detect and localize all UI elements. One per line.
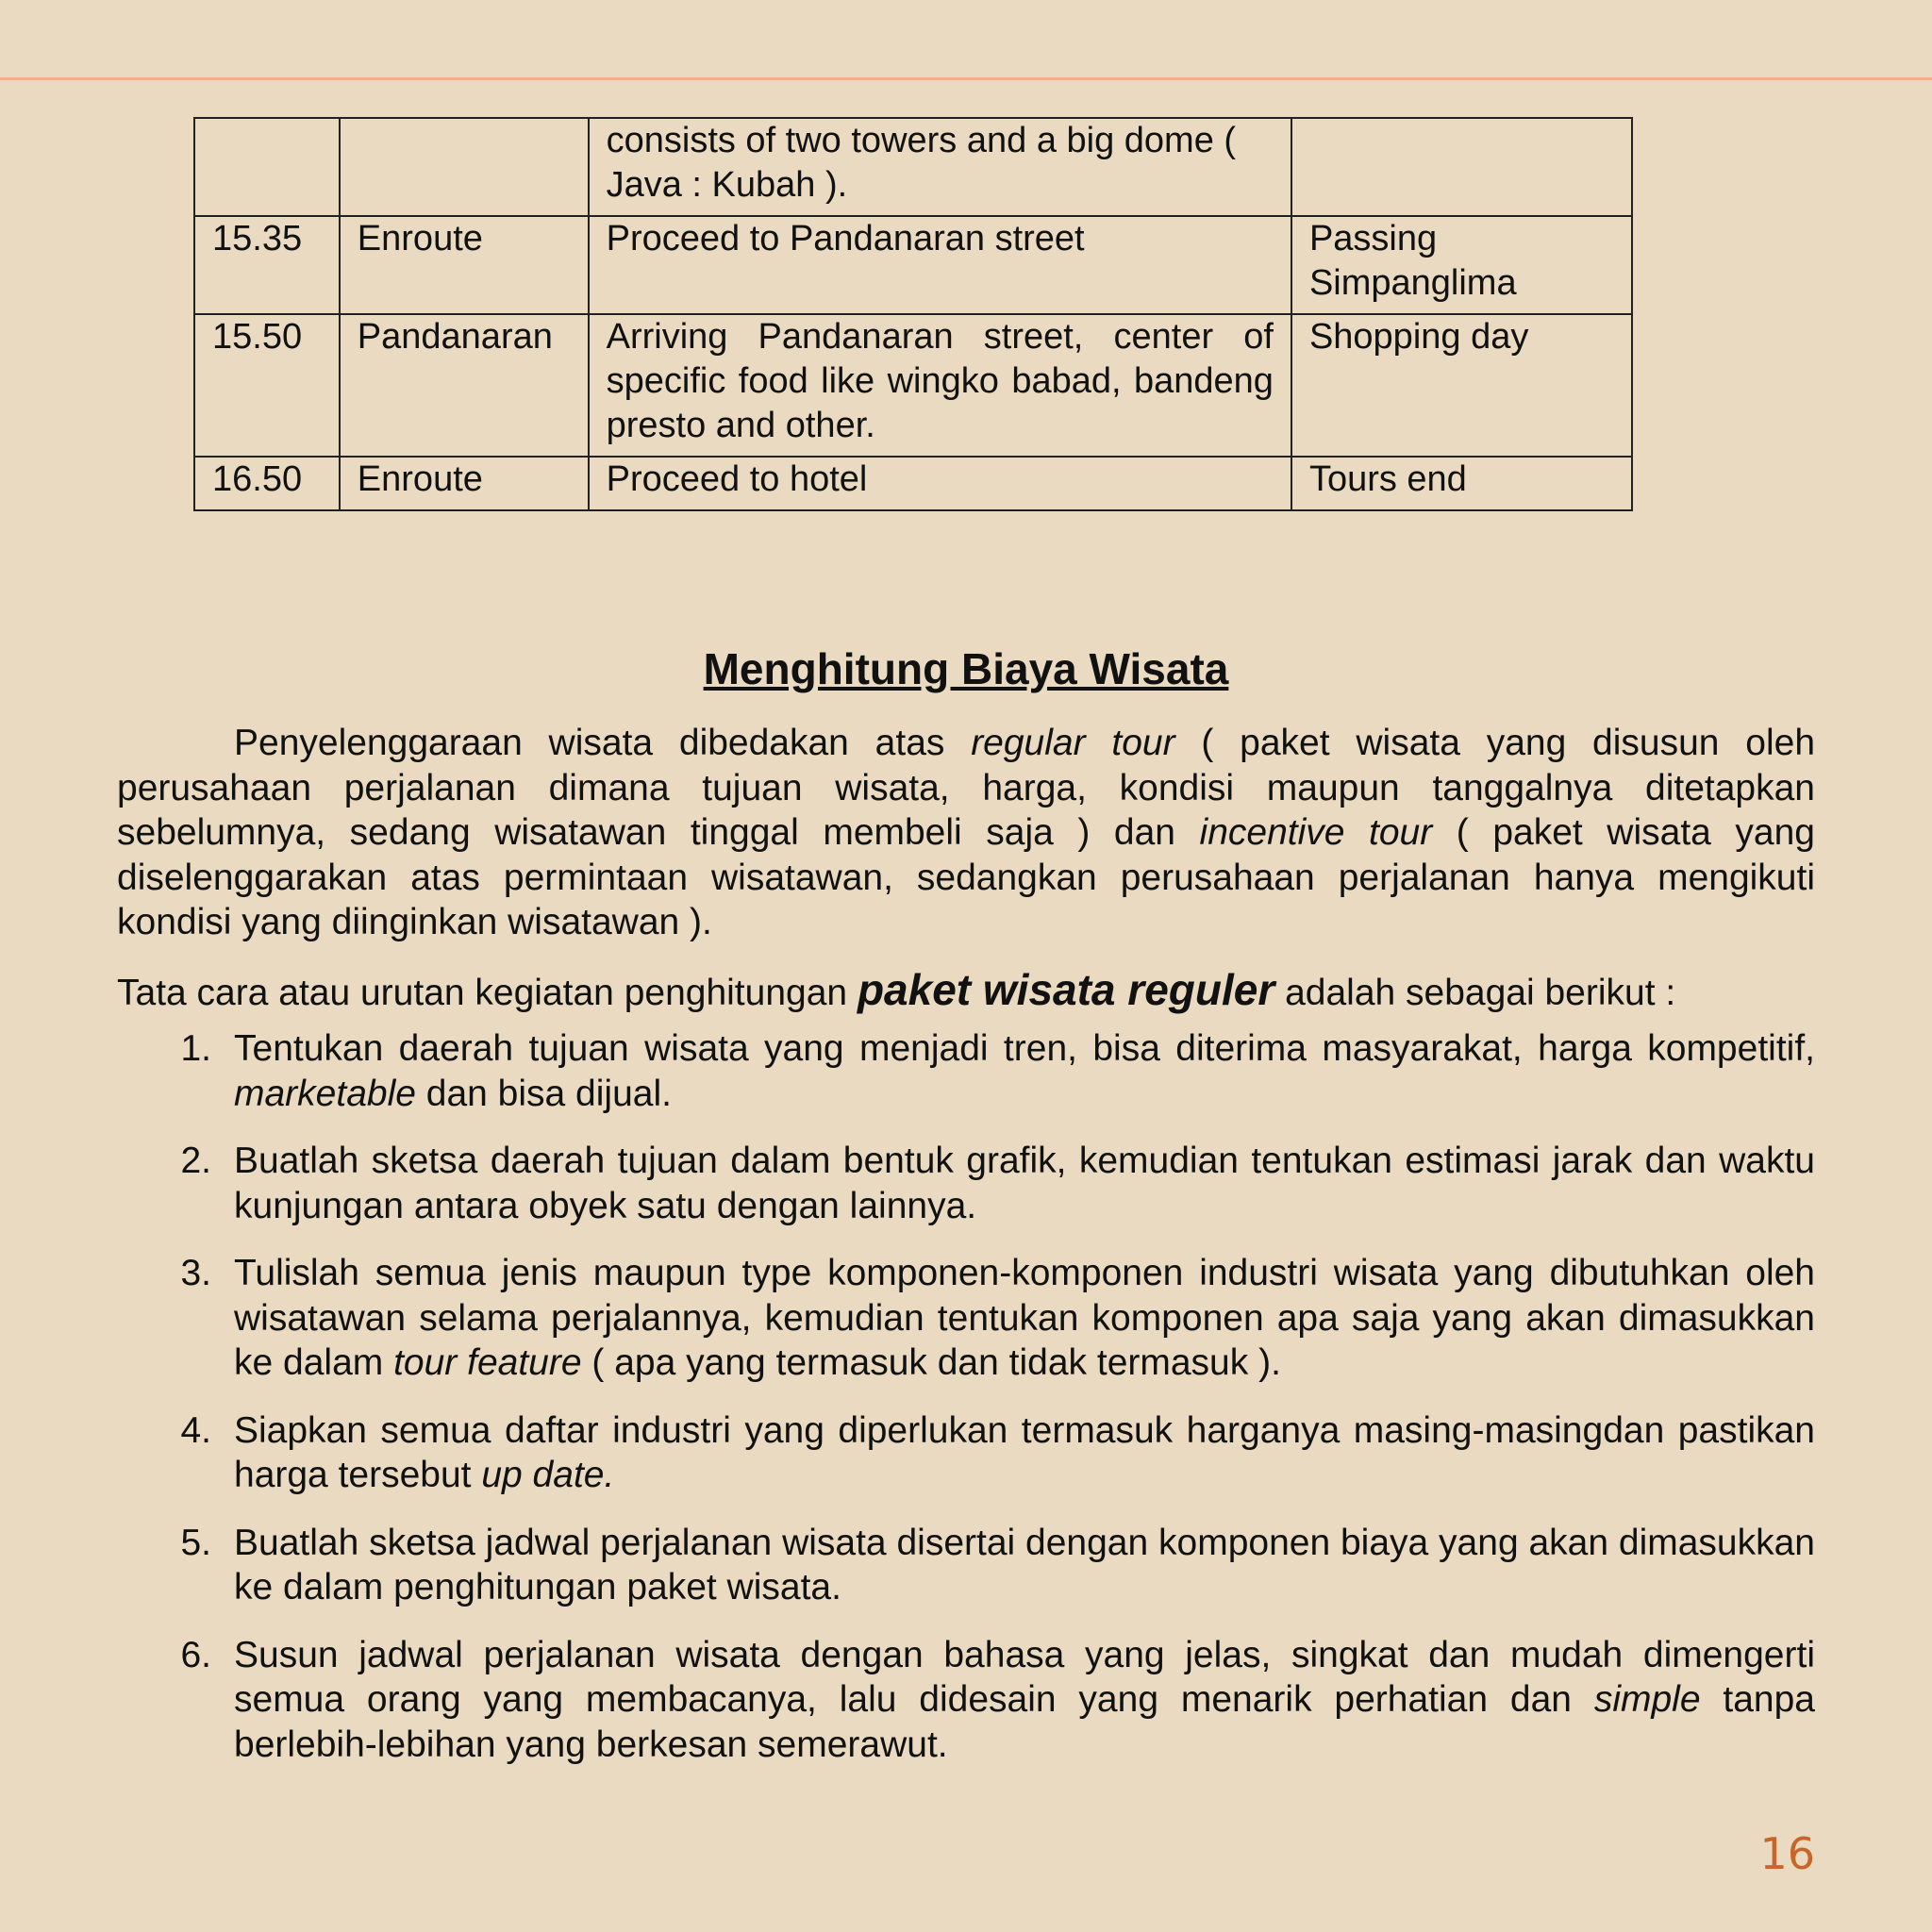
lead-text: adalah sebagai berikut : <box>1274 972 1676 1013</box>
intro-text: ( paket wisata yang diselenggarakan atas permintaan wisatawan, sedangkan perusahaan perjalanan hanya mengikuti kondisi yang diinginkan wisatawan ). <box>117 812 1815 942</box>
step-text-part: ( apa yang termasuk dan tidak termasuk ). <box>581 1342 1281 1383</box>
time-cell <box>194 118 340 216</box>
step-text-part: Buatlah sketsa daerah tujuan dalam bentuk grafik, kemudian tentukan estimasi jarak dan waktu kunjungan antara obyek satu dengan lainnya. <box>234 1141 1815 1226</box>
body-content <box>117 721 1815 1790</box>
section-title: Menghitung Biaya Wisata <box>703 644 1229 693</box>
table-row <box>194 118 1632 216</box>
step-text-part: Tulislah semua jenis maupun type komponen-komponen industri wisata yang dibutuhkan oleh wisatawan selama perjalannya, kemudian tentukan komponen apa saja yang akan dimasukkan ke dalam <box>234 1253 1815 1383</box>
table-row <box>194 457 1632 510</box>
step-text <box>234 1521 1815 1610</box>
lead-text: Tata cara atau urutan kegiatan penghitungan <box>117 972 858 1013</box>
place-cell: Enroute <box>340 457 589 510</box>
step-italic: up date. <box>481 1455 615 1495</box>
lead-emphasis: paket wisata reguler <box>857 964 1275 1014</box>
list-item <box>117 1251 1815 1386</box>
intro-term-incentive: incentive tour <box>1199 812 1433 853</box>
activity-cell: Proceed to Pandanaran street <box>589 216 1291 314</box>
header-rule <box>0 77 1932 80</box>
intro-paragraph <box>117 721 1815 945</box>
step-number: 3. <box>180 1253 211 1293</box>
list-item <box>117 1026 1815 1116</box>
step-text-part: dan bisa dijual. <box>415 1073 672 1114</box>
place-cell: Enroute <box>340 216 589 314</box>
step-text <box>234 1251 1815 1386</box>
table-row <box>194 216 1632 314</box>
itinerary-table <box>193 117 1633 511</box>
list-item <box>117 1633 1815 1768</box>
step-italic: marketable <box>234 1073 416 1114</box>
step-text <box>234 1408 1815 1498</box>
activity-cell: Proceed to hotel <box>589 457 1291 510</box>
step-text <box>234 1139 1815 1228</box>
step-italic: simple <box>1593 1679 1701 1720</box>
time-cell: 15.50 <box>194 314 340 457</box>
table-row <box>194 314 1632 457</box>
step-number: 6. <box>180 1634 211 1675</box>
intro-term-regular: regular tour <box>971 723 1175 763</box>
step-text-part: tanpa berlebih-lebihan yang berkesan semerawut. <box>234 1679 1815 1765</box>
activity-cell: consists of two towers and a big dome ( Java : Kubah ). <box>589 118 1291 216</box>
step-text <box>234 1633 1815 1768</box>
step-italic: tour feature <box>393 1342 582 1383</box>
time-cell: 15.35 <box>194 216 340 314</box>
list-item <box>117 1408 1815 1498</box>
step-number: 5. <box>180 1522 211 1563</box>
list-item <box>117 1139 1815 1228</box>
step-text-part: Susun jadwal perjalanan wisata dengan bahasa yang jelas, singkat dan mudah dimengerti semua orang yang membacanya, lalu didesain yang menarik perhatian dan <box>234 1634 1815 1720</box>
note-cell: Passing Simpanglima <box>1291 216 1632 314</box>
step-text-part: Tentukan daerah tujuan wisata yang menjadi tren, bisa diterima masyarakat, harga kompetitif, <box>234 1028 1815 1069</box>
place-cell: Pandanaran <box>340 314 589 457</box>
step-text-part: Siapkan semua daftar industri yang diperlukan termasuk harganya masing-masingdan pastikan harga tersebut <box>234 1409 1815 1495</box>
note-cell: Tours end <box>1291 457 1632 510</box>
place-cell <box>340 118 589 216</box>
step-number: 1. <box>180 1028 211 1069</box>
note-cell <box>1291 118 1632 216</box>
steps-lead <box>117 964 1815 1016</box>
intro-text: ( paket wisata yang disusun oleh perusahaan perjalanan dimana tujuan wisata, harga, kondisi maupun tanggalnya ditetapkan sebelumnya, sedang wisatawan tinggal membeli saja ) dan <box>117 723 1816 853</box>
intro-text: Penyelenggaraan wisata dibedakan atas <box>234 723 972 763</box>
step-number: 2. <box>180 1141 211 1181</box>
step-text-part: Buatlah sketsa jadwal perjalanan wisata disertai dengan komponen biaya yang akan dimasukkan ke dalam penghitungan paket wisata. <box>234 1522 1815 1607</box>
step-number: 4. <box>180 1409 211 1451</box>
steps-list <box>117 1026 1815 1767</box>
note-cell: Shopping day <box>1291 314 1632 457</box>
time-cell: 16.50 <box>194 457 340 510</box>
page-number: 16 <box>1759 1828 1815 1879</box>
activity-cell: Arriving Pandanaran street, center of specific food like wingko babad, bandeng presto and other. <box>589 314 1291 457</box>
step-text <box>234 1026 1815 1116</box>
list-item <box>117 1521 1815 1610</box>
